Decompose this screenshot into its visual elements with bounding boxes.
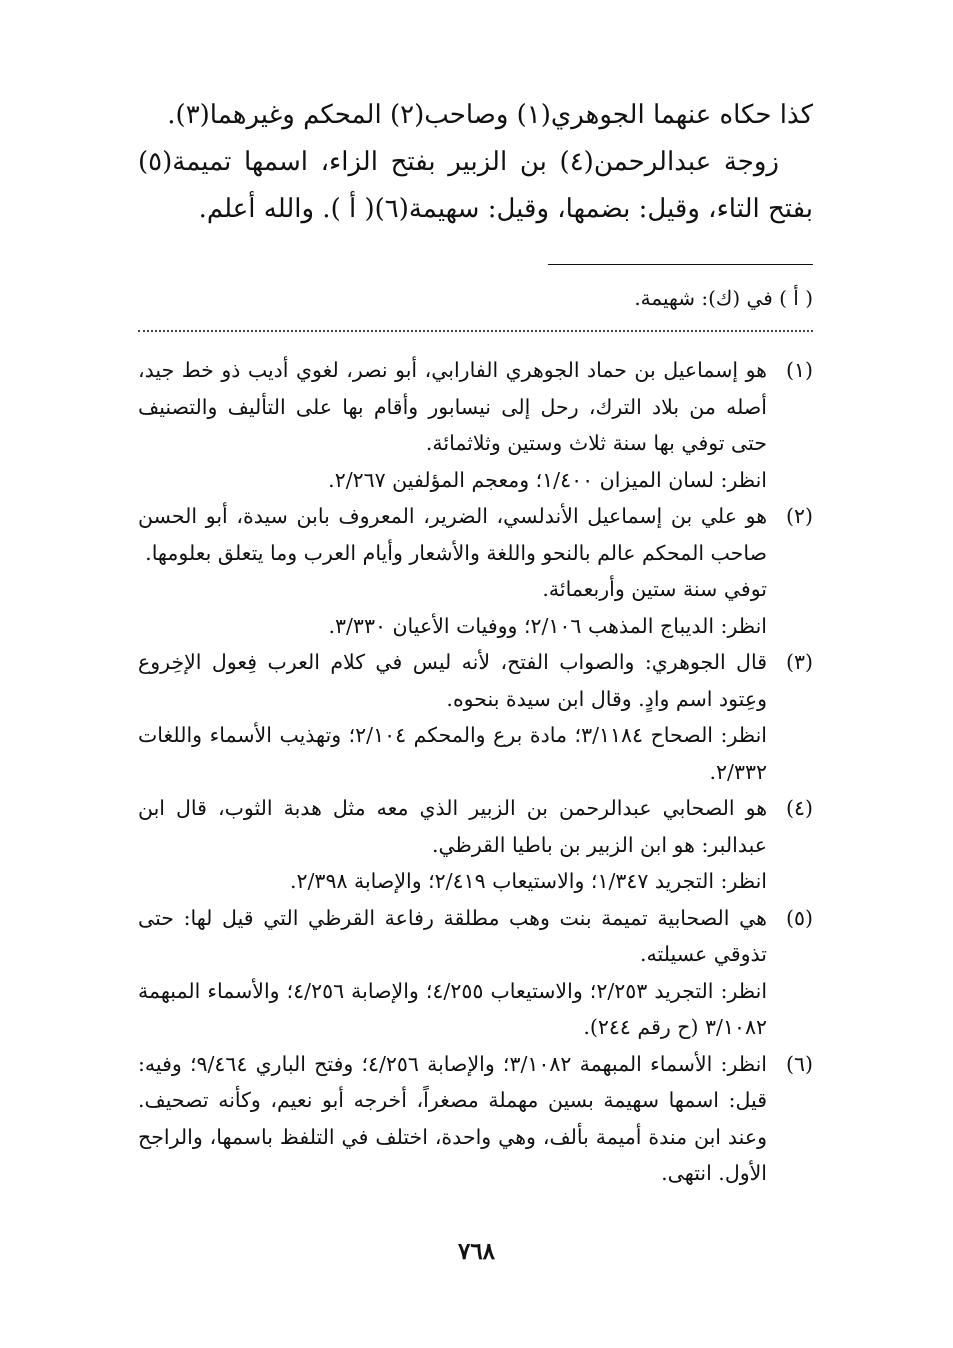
variant-note: ( أ ) في (ك): شهيمة. [634,286,813,310]
footnote-2 [138,498,813,644]
footnote-line: انظر: الأسماء المبهمة ٣/١٠٨٢؛ والإصابة ٤/٢٥٦؛ وفتح الباري ٩/٤٦٤؛ وفيه: قيل: اسمها سهيمة بسين مهملة مصغراً، أخرجه أبو نعيم، وكأنه تصحيف. وعند ابن مندة أميمة بألف، وهي واحدة، اختلف في التلفظ باسمها، والراجح الأول. انتهى. [138,1051,767,1185]
footnote-body [138,498,767,644]
page-number: ٧٦٨ [457,1238,496,1265]
footnote-reference-line: انظر: التجريد ١/٣٤٧؛ والاستيعاب ٢/٤١٩؛ والإصابة ٢/٣٩٨. [289,869,767,893]
main-text-line-1: كذا حكاه عنهما الجوهري(١) وصاحب(٢) المحكم وغيرهما(٣). [167,100,813,130]
footnote-reference-line: انظر: التجريد ٢/٢٥٣؛ والاستيعاب ٤/٢٥٥؛ والإصابة ٤/٢٥٦؛ والأسماء المبهمة ٣/١٠٨٢ (ح رقم ٢٤٤). [138,978,768,1039]
footnote-number: (٥) [785,905,813,930]
footnote-line: هو الصحابي عبدالرحمن بن الزبير الذي معه مثل هدبة الثوب، قال ابن عبدالبر: هو ابن الزبير بن باطيا القرظي. [138,796,767,857]
dotted-separator [138,330,813,332]
footnote-reference-line: انظر: الديباج المذهب ٢/١٠٦؛ ووفيات الأعيان ٣/٣٣٠. [328,613,767,638]
footnote-number: (٦) [785,1051,813,1076]
footnote-separator-line [548,264,813,265]
footnote-3 [138,644,813,790]
footnote-number: (٢) [785,504,813,528]
main-text [138,92,813,233]
footnote-line: هو إسماعيل بن حماد الجوهري الفارابي، أبو نصر، لغوي أديب ذو خط جيد، أصله من بلاد الترك، رحل إلى نيسابور وأقام بها على التأليف والتصنيف حتى توفي بها سنة ثلاث وستين وثلاثمائة. [138,358,767,455]
footnotes [138,352,813,1192]
footnote-body [138,790,767,900]
footnote-5 [138,900,813,1046]
footnote-4 [138,790,813,900]
footnote-body [138,900,767,1046]
main-text-paragraph-2: زوجة عبدالرحمن(٤) بن الزبير بفتح الزاء، اسمها تميمة(٥) بفتح التاء، وقيل: بضمها، وقيل: سهيمة(٦)( أ ). والله أعلم. [138,147,813,224]
footnote-line: هو علي بن إسماعيل الأندلسي، الضرير، المعروف بابن سيدة، أبو الحسن صاحب المحكم عالم بالنحو واللغة والأشعار وأيام العرب وما يتعلق بعلومها. [138,504,767,565]
footnote-line: توفي سنة ستين وأربعمائة. [542,577,767,601]
footnote-number: (٤) [785,796,813,820]
footnote-body [138,644,767,790]
footnote-body [138,352,767,498]
footnote-reference-line: انظر: لسان الميزان ١/٤٠٠؛ ومعجم المؤلفين ٢/٢٦٧. [328,467,767,492]
footnote-number: (٣) [785,650,813,674]
footnote-6 [138,1046,813,1192]
footnote-body [138,1046,767,1192]
footnote-1 [138,352,813,498]
footnote-reference-line: انظر: الصحاح ٣/١١٨٤؛ مادة برع والمحكم ٢/١٠٤؛ وتهذيب الأسماء واللغات ٢/٣٣٢. [138,723,767,784]
footnote-number: (١) [785,358,813,382]
footnote-line: قال الجوهري: والصواب الفتح، لأنه ليس في كلام العرب فِعول الإخِروع وعِتود اسم وادٍ. وقال ابن سيدة بنحوه. [138,650,767,711]
footnote-line: هي الصحابية تميمة بنت وهب مطلقة رفاعة القرظي التي قيل لها: حتى تذوقي عسيلته. [138,905,767,966]
